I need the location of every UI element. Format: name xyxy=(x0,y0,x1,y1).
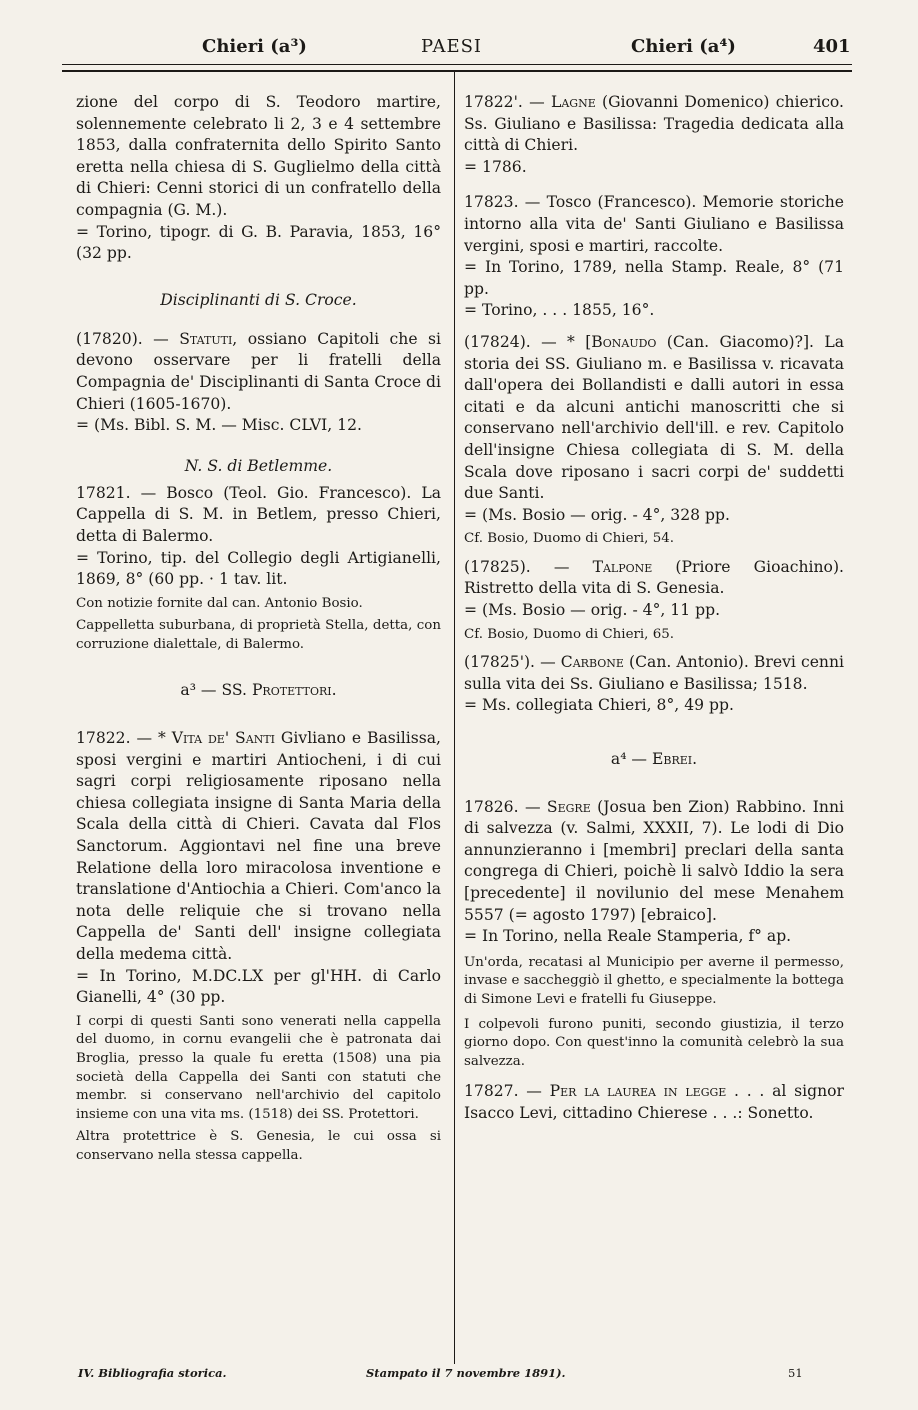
header-right: Chieri (a⁴) xyxy=(631,36,736,57)
entry-17821: 17821. — Bosco (Teol. Gio. Francesco). La Cappella di S. M. in Betlem, presso Chieri, detta di Balermo. xyxy=(76,483,441,545)
entry-17820-imprint: = (Ms. Bibl. S. M. — Misc. CLVI, 12. xyxy=(76,416,362,435)
cf-bosio-54: Cf. Bosio, Duomo di Chieri, 54. xyxy=(464,531,674,547)
note-cappelletta: Cappelletta suburbana, di proprietà Stella, detta, con corruzione dialettale, di Balermo. xyxy=(76,618,441,652)
footer-printed-date: Stampato il 7 novembre 1891). xyxy=(366,1366,566,1380)
entry-17825-imprint: = (Ms. Bosio — orig. - 4°, 11 pp. xyxy=(464,601,721,620)
page-number: 401 xyxy=(813,36,851,57)
section-protettori: a³ — SS. Protettori. xyxy=(180,681,337,700)
note-orda: Un'orda, recatasi al Municipio per averne il permesso, invase e saccheggiò il ghetto, e specialmente la bottega di Simone Levi e fratelli fu Giuseppe. xyxy=(464,954,844,1007)
entry-17823-imprint-1: = In Torino, 1789, nella Stamp. Reale, 8° (71 pp. xyxy=(464,258,844,298)
entry-17823-imprint-2: = Torino, . . . 1855, 16°. xyxy=(464,301,655,320)
entry-17825b: (17825'). — Carbone (Can. Antonio). Brevi cenni sulla vita dei Ss. Giuliano e Basilissa; 1518. xyxy=(464,653,844,693)
running-header xyxy=(78,36,858,64)
right-column xyxy=(464,92,844,1125)
note-colpevoli: I colpevoli furono puniti, secondo giustizia, il terzo giorno dopo. Con quest'inno la comunità celebrò la sua salvezza. xyxy=(464,1016,844,1069)
entry-17821-imprint: = Torino, tip. del Collegio degli Artigianelli, 1869, 8° (60 pp. · 1 tav. lit. xyxy=(76,548,441,589)
entry-17824: (17824). — * [Bonaudo (Can. Giacomo)?]. La storia dei SS. Giuliano m. e Basilissa v. ricavata dall'opera dei Bollandisti e dalli autori in essa citati e da alcuni antichi manoscritti che si conservano nell'archivio dell'ill. e rev. Capitolo dell'insigne Chiesa collegiata di S. M. della Scala dove riposano i sacri corpi de' suddetti due Santi. xyxy=(464,332,844,503)
heading-disciplinanti: Disciplinanti di S. Croce. xyxy=(160,290,357,309)
entry-17826: 17826. — Segre (Josua ben Zion) Rabbino. Inni di salvezza (v. Salmi, XXXII, 7). Le lodi di Dio annunzieranno i [membri] preclari della santa congrega di Chieri, poichè li salvò Iddio la sera [precedente] il novilunio del mese Menahem 5557 (= agosto 1797) [ebraico]. xyxy=(464,797,844,924)
continued-entry-imprint: = Torino, tipogr. di G. B. Paravia, 1853, 16° (32 pp. xyxy=(76,222,441,263)
entry-17824-imprint: = (Ms. Bosio — orig. - 4°, 328 pp. xyxy=(464,505,730,524)
heading-betlemme: N. S. di Betlemme. xyxy=(184,456,333,475)
entry-17825: (17825). — Talpone (Priore Gioachino). Ristretto della vita di S. Genesia. xyxy=(464,557,844,598)
entry-17820: (17820). — Statuti, ossiano Capitoli che si devono osservare per li fratelli della Compagnia de' Disciplinanti di Santa Croce di Chieri (1605-1670). xyxy=(76,329,441,413)
entry-17825b-imprint: = Ms. collegiata Chieri, 8°, 49 pp. xyxy=(464,696,734,715)
page-footer xyxy=(78,1366,838,1386)
continued-entry: zione del corpo di S. Teodoro martire, solennemente celebrato li 2, 3 e 4 settembre 1853, dalla confraternita dello Spirito Santo eretta nella chiesa di S. Guglielmo della città di Chieri: Cenni storici di un confratello della compagnia (G. M.). xyxy=(76,93,441,219)
column-divider xyxy=(454,72,455,1364)
section-ebrei: a⁴ — Ebrei. xyxy=(610,750,698,769)
entry-17822b-imprint: = 1786. xyxy=(464,157,527,176)
header-rule-thin xyxy=(62,64,852,65)
note-genesia: Altra protettrice è S. Genesia, le cui ossa si conservano nella stessa cappella. xyxy=(76,1129,441,1163)
header-center: PAESI xyxy=(421,36,483,57)
left-column xyxy=(76,92,441,1166)
entry-17823: 17823. — Tosco (Francesco). Memorie storiche intorno alla vita de' Santi Giuliano e Basilissa vergini, sposi e martiri, raccolte. xyxy=(464,193,844,255)
entry-17822b: 17822'. — Lagne (Giovanni Domenico) chierico. Ss. Giuliano e Basilissa: Tragedia dedicata alla città di Chieri. xyxy=(464,93,844,155)
cf-bosio-65: Cf. Bosio, Duomo di Chieri, 65. xyxy=(464,626,674,642)
note-corpi: I corpi di questi Santi sono venerati nella cappella del duomo, in cornu evangelii che è patronata dai Broglia, presso la quale fu eretta (1508) una pia società della Cappella dei Santi con statuti che membr. si conservano nell'archivio del capitolo insieme con una vita ms. (1518) dei SS. Protettori. xyxy=(76,1013,441,1122)
header-left: Chieri (a³) xyxy=(202,36,307,57)
entry-17827: 17827. — Per la laurea in legge . . . al signor Isacco Levi, cittadino Chierese . . .: Sonetto. xyxy=(464,1082,844,1122)
entry-17826-imprint: = In Torino, nella Reale Stamperia, f° ap. xyxy=(464,927,792,946)
header-rule-thick xyxy=(62,70,852,72)
entry-17822-imprint: = In Torino, M.DC.LX per gl'HH. di Carlo Gianelli, 4° (30 pp. xyxy=(76,966,441,1007)
note-bosio: Con notizie fornite dal can. Antonio Bosio. xyxy=(76,595,363,611)
footer-signature: IV. Bibliografia storica. xyxy=(78,1366,227,1380)
footer-sheet-number: 51 xyxy=(788,1366,803,1380)
entry-17822: 17822. — * Vita de' Santi Givliano e Basilissa, sposi vergini e martiri Antiocheni, i di cui sagri corpi religiosamente riposano nella chiesa collegiata insigne di Santa Maria della Scala della città di Chieri. Cavata dal Flos Sanctorum. Aggiontavi nel fine una breve Relatione della loro miracolosa inventione e translatione d'Antiochia a Chieri. Com'anco la nota delle reliquie che si trovano nella Cappella de' Santi dell' insigne collegiata della medema città. xyxy=(76,729,441,963)
